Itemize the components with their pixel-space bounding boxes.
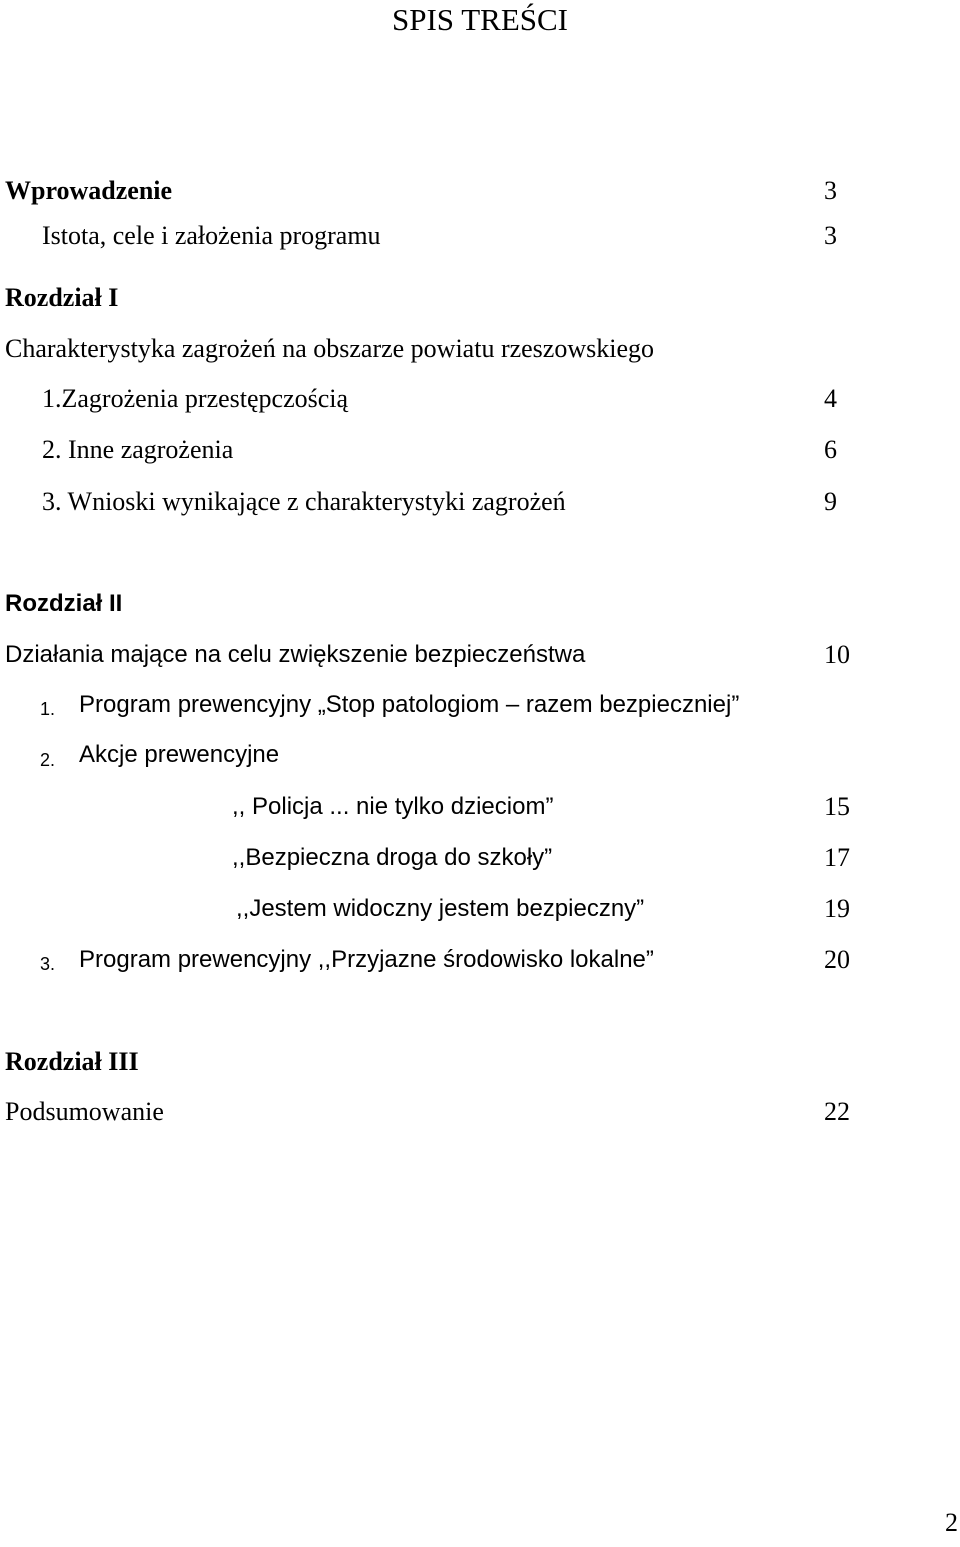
chapter2-item1-number: 1. — [40, 699, 56, 719]
chapter3-heading: Rozdział III — [5, 1047, 139, 1076]
chapter2-action: ,, Policja ... nie tylko dzieciom” — [232, 793, 554, 820]
chapter2-item3-number: 3. — [40, 954, 56, 974]
chapter1-item-page: 9 — [824, 487, 837, 516]
chapter3-item-page: 22 — [824, 1097, 850, 1126]
chapter3-item: Podsumowanie — [5, 1097, 164, 1126]
intro-item: Istota, cele i założenia programu — [42, 221, 381, 250]
chapter1-item-page: 6 — [824, 435, 837, 464]
chapter2-item2-number: 2. — [40, 750, 56, 770]
chapter2-subtitle-page: 10 — [824, 640, 850, 669]
chapter2-action-page: 17 — [824, 843, 850, 872]
chapter1-subtitle: Charakterystyka zagrożeń na obszarze powiatu rzeszowskiego — [5, 334, 654, 363]
intro-heading: Wprowadzenie — [5, 176, 173, 205]
chapter1-item-page: 4 — [824, 384, 837, 413]
chapter1-heading: Rozdział I — [5, 283, 119, 312]
chapter1-item: 2. Inne zagrożenia — [42, 435, 234, 464]
chapter2-item2-label: Akcje prewencyjne — [79, 741, 280, 768]
chapter2-item3-page: 20 — [824, 945, 850, 974]
chapter1-item: 1.Zagrożenia przestępczością — [42, 384, 349, 413]
document-title: SPIS TREŚCI — [391, 2, 569, 37]
chapter2-action: ,,Jestem widoczny jestem bezpieczny” — [236, 895, 645, 922]
page-number: 2 — [945, 1508, 958, 1537]
chapter2-subtitle: Działania mające na celu zwiększenie bezpieczeństwa — [5, 641, 586, 668]
chapter2-item1-label: Program prewencyjny „Stop patologiom – razem bezpieczniej” — [79, 691, 740, 718]
chapter2-item3-label: Program prewencyjny ,,Przyjazne środowisko lokalne” — [79, 946, 654, 973]
intro-heading-page: 3 — [824, 176, 837, 205]
chapter2-heading: Rozdział II — [5, 590, 123, 617]
chapter2-action-page: 15 — [824, 792, 850, 821]
chapter2-action: ,,Bezpieczna droga do szkoły” — [232, 844, 553, 871]
chapter2-action-page: 19 — [824, 894, 850, 923]
chapter1-item: 3. Wnioski wynikające z charakterystyki zagrożeń — [42, 487, 566, 516]
intro-item-page: 3 — [824, 221, 837, 250]
